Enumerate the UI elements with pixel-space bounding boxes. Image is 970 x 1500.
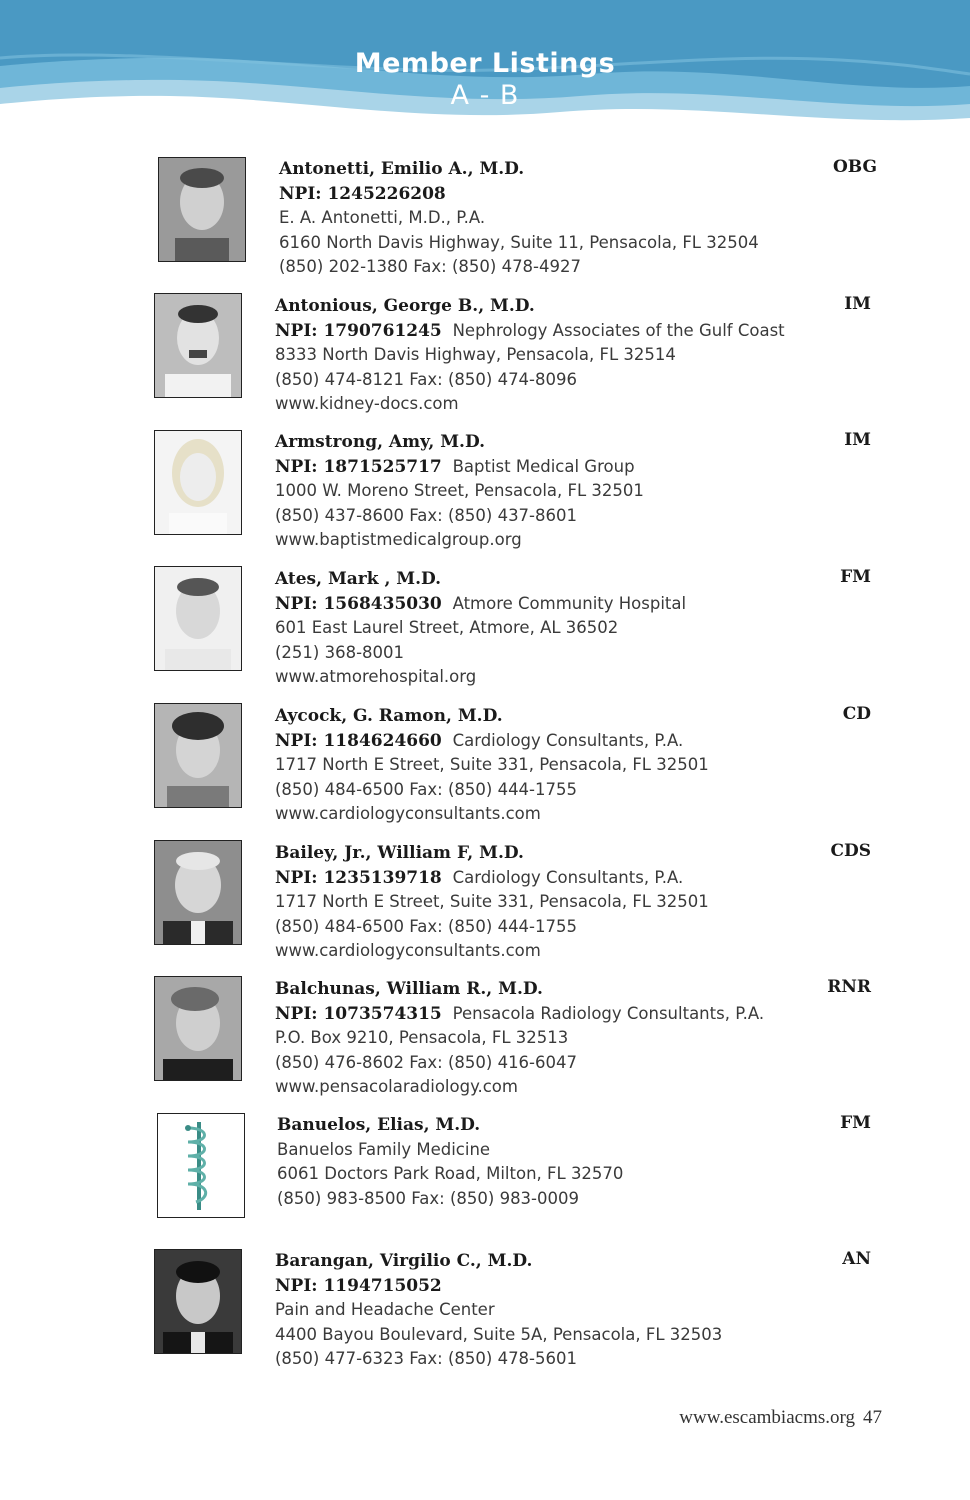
website-link[interactable]: www.cardiologyconsultants.com [275,804,541,824]
address-line: 1717 North E Street, Suite 331, Pensacola, FL 32501 [275,755,709,775]
listing-info [275,841,835,964]
address-line: 8333 North Davis Highway, Pensacola, FL 32514 [275,345,676,365]
address-line: 4400 Bayou Boulevard, Suite 5A, Pensacola, FL 32503 [275,1324,723,1344]
address-line: 6160 North Davis Highway, Suite 11, Pensacola, FL 32504 [279,232,759,252]
practice-name: Baptist Medical Group [452,456,635,476]
npi-number: NPI: 1871525717 [275,456,442,477]
practice-name: Nephrology Associates of the Gulf Coast [452,320,785,340]
listing-info [275,977,835,1100]
page-title: Member Listings [354,48,616,79]
doctor-name: Barangan, Virgilio C., M.D. [275,1251,533,1271]
listing-info [277,1113,837,1211]
doctor-name: Antonious, George B., M.D. [275,296,535,316]
phone-line: (850) 477-6323 Fax: (850) 478-5601 [275,1349,578,1369]
specialty-code: CDS [830,841,871,861]
footer-website[interactable]: www.escambiacms.org [679,1407,855,1428]
page-footer [671,1407,882,1429]
doctor-photo [154,1249,242,1354]
doctor-name: Aycock, G. Ramon, M.D. [275,706,503,726]
doctor-name: Banuelos, Elias, M.D. [277,1115,481,1135]
phone-line: (251) 368-8001 [275,642,405,662]
phone-line: (850) 983-8500 Fax: (850) 983-0009 [277,1188,580,1208]
npi-number: NPI: 1790761245 [275,320,442,341]
doctor-photo [158,157,246,262]
doctor-name: Bailey, Jr., William F, M.D. [275,843,524,863]
phone-line: (850) 476-8602 Fax: (850) 416-6047 [275,1052,578,1072]
doctor-photo [154,703,242,808]
listing-info [275,704,835,827]
address-line: 6061 Doctors Park Road, Milton, FL 32570 [277,1164,624,1184]
doctor-photo [154,293,242,398]
phone-line: (850) 437-8600 Fax: (850) 437-8601 [275,505,578,525]
page-subtitle: A - B [450,80,520,111]
listing-info [275,567,835,690]
npi-number: NPI: 1235139718 [275,867,442,888]
address-line: 1717 North E Street, Suite 331, Pensacola, FL 32501 [275,892,709,912]
website-link[interactable]: www.cardiologyconsultants.com [275,941,541,961]
npi-number: NPI: 1073574315 [275,1003,442,1024]
caduceus-placeholder [157,1113,245,1218]
practice-name: Pensacola Radiology Consultants, P.A. [452,1003,765,1023]
specialty-code: AN [842,1249,871,1269]
specialty-code: RNR [827,977,871,997]
page-number: 47 [863,1407,882,1428]
listing-info [279,157,839,280]
phone-line: (850) 484-6500 Fax: (850) 444-1755 [275,916,578,936]
npi-number: NPI: 1568435030 [275,593,442,614]
doctor-name: Ates, Mark , M.D. [275,569,442,589]
specialty-code: IM [844,294,871,314]
specialty-code: CD [842,704,871,724]
phone-line: (850) 202-1380 Fax: (850) 478-4927 [279,257,582,277]
practice-name: Pain and Headache Center [275,1300,495,1320]
doctor-photo [154,976,242,1081]
website-link[interactable]: www.kidney-docs.com [275,394,459,414]
listing-info [275,430,835,553]
address-line: P.O. Box 9210, Pensacola, FL 32513 [275,1028,569,1048]
website-link[interactable]: www.atmorehospital.org [275,667,477,687]
specialty-code: FM [840,1113,871,1133]
doctor-photo [154,840,242,945]
website-link[interactable]: www.pensacolaradiology.com [275,1077,518,1097]
doctor-photo [154,430,242,535]
listing-info [275,294,835,417]
practice-name: Atmore Community Hospital [452,593,687,613]
doctor-name: Balchunas, William R., M.D. [275,979,543,999]
practice-name: Cardiology Consultants, P.A. [452,867,684,887]
practice-name: Banuelos Family Medicine [277,1139,491,1159]
doctor-name: Armstrong, Amy, M.D. [275,432,485,452]
npi-number: NPI: 1184624660 [275,730,442,751]
website-link[interactable]: www.baptistmedicalgroup.org [275,530,522,550]
specialty-code: OBG [832,157,877,177]
doctor-photo [154,566,242,671]
listing-info [275,1249,835,1372]
specialty-code: FM [840,567,871,587]
phone-line: (850) 474-8121 Fax: (850) 474-8096 [275,369,578,389]
specialty-code: IM [844,430,871,450]
npi-number: NPI: 1194715052 [275,1275,442,1296]
npi-number: NPI: 1245226208 [279,183,446,204]
address-line: 1000 W. Moreno Street, Pensacola, FL 32501 [275,481,644,501]
practice-name: Cardiology Consultants, P.A. [452,730,684,750]
doctor-name: Antonetti, Emilio A., M.D. [279,159,525,179]
phone-line: (850) 484-6500 Fax: (850) 444-1755 [275,779,578,799]
practice-line: E. A. Antonetti, M.D., P.A. [279,208,486,228]
address-line: 601 East Laurel Street, Atmore, AL 36502 [275,618,619,638]
caduceus-icon [158,1114,244,1217]
